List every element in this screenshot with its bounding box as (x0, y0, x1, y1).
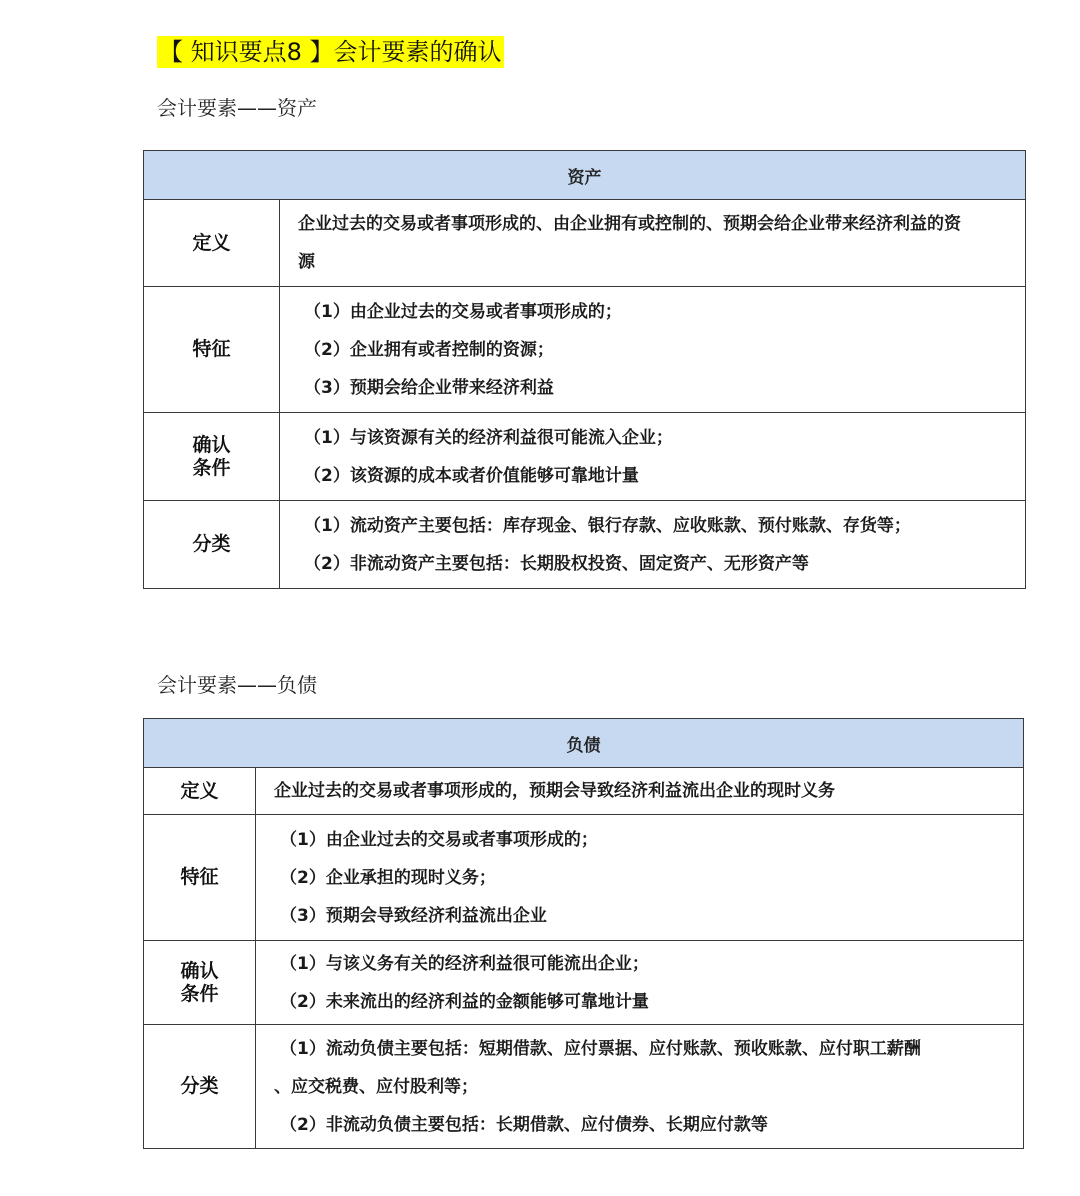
row-label-recognition (144, 413, 280, 501)
row-label-text: 确认 (180, 959, 219, 982)
row-label-definition (144, 200, 280, 287)
assets-features-content (280, 287, 1026, 413)
content-line: （3）预期会给企业带来经济利益 (304, 377, 554, 398)
liabilities-table (143, 718, 1024, 1149)
row-label-text: 确认 (192, 433, 231, 456)
liabilities-table-header-row (144, 719, 1024, 768)
row-label-recognition (144, 941, 256, 1025)
liabilities-definition-content (256, 768, 1024, 815)
content-line: （1）由企业过去的交易或者事项形成的； (304, 301, 622, 322)
content-line: （1）流动负债主要包括：短期借款、应付票据、应付账款、预收账款、应付职工薪酬 (280, 1038, 921, 1059)
row-label-definition (144, 768, 256, 815)
row-label-features (144, 815, 256, 941)
assets-table-header-row (144, 151, 1026, 200)
row-label-features (144, 287, 280, 413)
table-row (144, 815, 1024, 941)
content-line: （1）由企业过去的交易或者事项形成的； (280, 829, 598, 850)
assets-table-header: 资产 (144, 151, 1026, 200)
table-row (144, 501, 1026, 589)
content-line: （2）企业承担的现时义务； (280, 867, 496, 888)
page-title: 【 知识要点8 】会计要素的确认 (159, 38, 502, 66)
assets-definition-content (280, 200, 1026, 287)
table-row (144, 200, 1026, 287)
assets-classification-content (280, 501, 1026, 589)
row-label-classification (144, 1025, 256, 1149)
table-row (144, 1025, 1024, 1149)
content-line: （1）与该资源有关的经济利益很可能流入企业； (304, 427, 673, 448)
row-label-text: 特征 (192, 338, 231, 360)
content-line: 、应交税费、应付股利等； (274, 1076, 478, 1097)
liabilities-section-heading: 会计要素——负债 (157, 673, 317, 697)
content-line: 企业过去的交易或者事项形成的、由企业拥有或控制的、预期会给企业带来经济利益的资源 (298, 214, 961, 272)
content-line: （2）该资源的成本或者价值能够可靠地计量 (304, 465, 639, 486)
content-line: （3）预期会导致经济利益流出企业 (280, 905, 547, 926)
table-row (144, 768, 1024, 815)
assets-table (143, 150, 1026, 589)
content-line: （1）流动资产主要包括：库存现金、银行存款、应收账款、预付账款、存货等； (304, 515, 911, 536)
content-line: （2）未来流出的经济利益的金额能够可靠地计量 (280, 991, 649, 1012)
row-label-text: 条件 (192, 456, 231, 479)
liabilities-features-content (256, 815, 1024, 941)
content-line: 企业过去的交易或者事项形成的，预期会导致经济利益流出企业的现时义务 (274, 781, 835, 801)
row-label-text: 分类 (192, 533, 231, 555)
content-line: （1）与该义务有关的经济利益很可能流出企业； (280, 953, 649, 974)
assets-section-heading: 会计要素——资产 (157, 96, 317, 120)
row-label-text: 条件 (180, 982, 219, 1005)
liabilities-classification-content (256, 1025, 1024, 1149)
content-line: （2）非流动负债主要包括：长期借款、应付债券、长期应付款等 (280, 1114, 768, 1135)
row-label-text: 定义 (192, 231, 231, 254)
row-label-text: 定义 (180, 779, 219, 802)
content-line: （2）非流动资产主要包括：长期股权投资、固定资产、无形资产等 (304, 553, 809, 574)
row-label-text: 分类 (180, 1075, 219, 1097)
row-label-text: 特征 (180, 866, 219, 888)
table-row (144, 287, 1026, 413)
table-row (144, 941, 1024, 1025)
assets-recognition-content (280, 413, 1026, 501)
content-line: （2）企业拥有或者控制的资源； (304, 339, 554, 360)
row-label-classification (144, 501, 280, 589)
table-row (144, 413, 1026, 501)
liabilities-table-header: 负债 (144, 719, 1024, 768)
liabilities-recognition-content (256, 941, 1024, 1025)
